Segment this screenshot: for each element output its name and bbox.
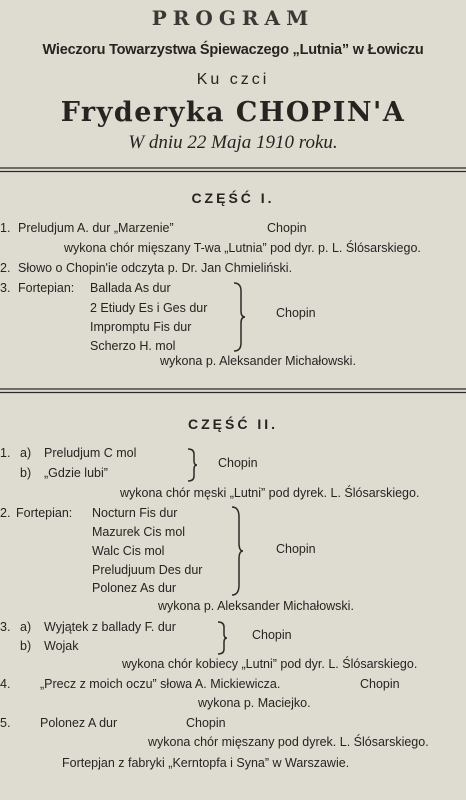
part-2-item-1-b-title: „Gdzie lubi”	[44, 466, 108, 480]
curly-brace-icon	[216, 621, 228, 655]
part-1-item-1-title: Preludjum A. dur „Marzenie”	[18, 221, 174, 235]
part-1-item-3-piece-1: Ballada As dur	[90, 281, 171, 295]
part-1-item-1-number: 1.	[0, 221, 11, 235]
composer-name-heading: Fryderyka CHOPIN'A	[60, 97, 406, 128]
part-1-item-3-number: 3.	[0, 281, 11, 295]
part-1-item-1-composer: Chopin	[267, 221, 307, 235]
part-2-item-4-number: 4.	[0, 677, 11, 691]
ornamental-divider	[0, 166, 466, 174]
curly-brace-icon	[230, 505, 244, 597]
part-2-item-3-performer: wykona chór kobiecy „Lutni” pod dyr. L. Ślósarskiego.	[122, 657, 418, 671]
society-subtitle: Wieczoru Towarzystwa Śpiewaczego „Lutnia” w Łowiczu	[42, 42, 424, 58]
part-1-item-3-piece-2: 2 Etiudy Es i Ges dur	[90, 301, 208, 315]
part-1-item-3-composer: Chopin	[276, 306, 316, 320]
part-1-item-3-label: Fortepian:	[18, 281, 75, 295]
part-2-item-3-number: 3.	[0, 620, 11, 634]
part-1-item-3-piece-4: Scherzo H. mol	[90, 339, 176, 353]
part-2-item-2-composer: Chopin	[276, 542, 316, 556]
part-2-item-1-b-label: b)	[20, 466, 32, 480]
footer-piano-note: Fortepjan z fabryki „Kerntopfa i Syna” w Warszawie.	[62, 756, 350, 770]
part-2-item-5-performer: wykona chór mięszany pod dyrek. L. Ślósarskiego.	[148, 735, 429, 749]
part-2-item-1-a-title: Preludjum C mol	[44, 446, 137, 460]
part-2-item-2-piece-4: Preludjuum Des dur	[92, 563, 203, 577]
part-2-item-4-composer: Chopin	[360, 677, 400, 691]
part-2-title: CZĘŚĆ II.	[187, 416, 278, 432]
part-2-item-4-performer: wykona p. Maciejko.	[198, 696, 311, 710]
part-1-title: CZĘŚĆ I.	[191, 190, 275, 206]
part-2-item-5-composer: Chopin	[186, 716, 226, 730]
curly-brace-icon	[232, 281, 246, 353]
part-2-item-4-title: „Precz z moich oczu” słowa A. Mickiewicza.	[40, 677, 281, 691]
part-2-item-2-performer: wykona p. Aleksander Michałowski.	[158, 599, 354, 613]
part-1-item-2-number: 2.	[0, 261, 11, 275]
part-2-item-3-b-title: Wojak	[44, 639, 79, 653]
part-2-item-2-piece-3: Walc Cis mol	[92, 544, 165, 558]
part-2-item-2-piece-2: Mazurek Cis mol	[92, 525, 186, 539]
part-1-item-2-text: Słowo o Chopin'ie odczyta p. Dr. Jan Chmieliński.	[18, 261, 293, 275]
part-2-item-3-a-label: a)	[20, 620, 32, 634]
ku-czci-line: Ku czci	[196, 71, 270, 88]
part-2-item-5-title: Polonez A dur	[40, 716, 118, 730]
part-2-item-3-a-title: Wyjątek z ballady F. dur	[44, 620, 176, 634]
part-2-item-2-piece-1: Nocturn Fis dur	[92, 506, 178, 520]
part-2-item-2-label: Fortepian:	[16, 506, 73, 520]
part-2-item-3-b-label: b)	[20, 639, 32, 653]
part-1-item-1-performer: wykona chór mięszany T-wa „Lutnia” pod dyr. p. L. Ślósarskiego.	[64, 241, 421, 255]
part-2-item-1-composer: Chopin	[218, 456, 258, 470]
part-2-item-1-a-label: a)	[20, 446, 32, 460]
part-2-item-5-number: 5.	[0, 716, 11, 730]
part-2-item-2-number: 2.	[0, 506, 11, 520]
ornamental-divider	[0, 387, 466, 395]
part-1-item-3-performer: wykona p. Aleksander Michałowski.	[160, 354, 356, 368]
part-2-item-1-number: 1.	[0, 446, 11, 460]
part-2-item-2-piece-5: Polonez As dur	[92, 581, 177, 595]
event-date: W dniu 22 Maja 1910 roku.	[128, 132, 338, 153]
part-1-item-3-piece-3: Impromptu Fis dur	[90, 320, 192, 334]
part-2-item-1-performer: wykona chór męski „Lutni” pod dyrek. L. Ślósarskiego.	[120, 486, 420, 500]
part-2-item-3-composer: Chopin	[252, 628, 292, 642]
curly-brace-icon	[186, 448, 198, 482]
program-heading: PROGRAM	[151, 6, 315, 30]
